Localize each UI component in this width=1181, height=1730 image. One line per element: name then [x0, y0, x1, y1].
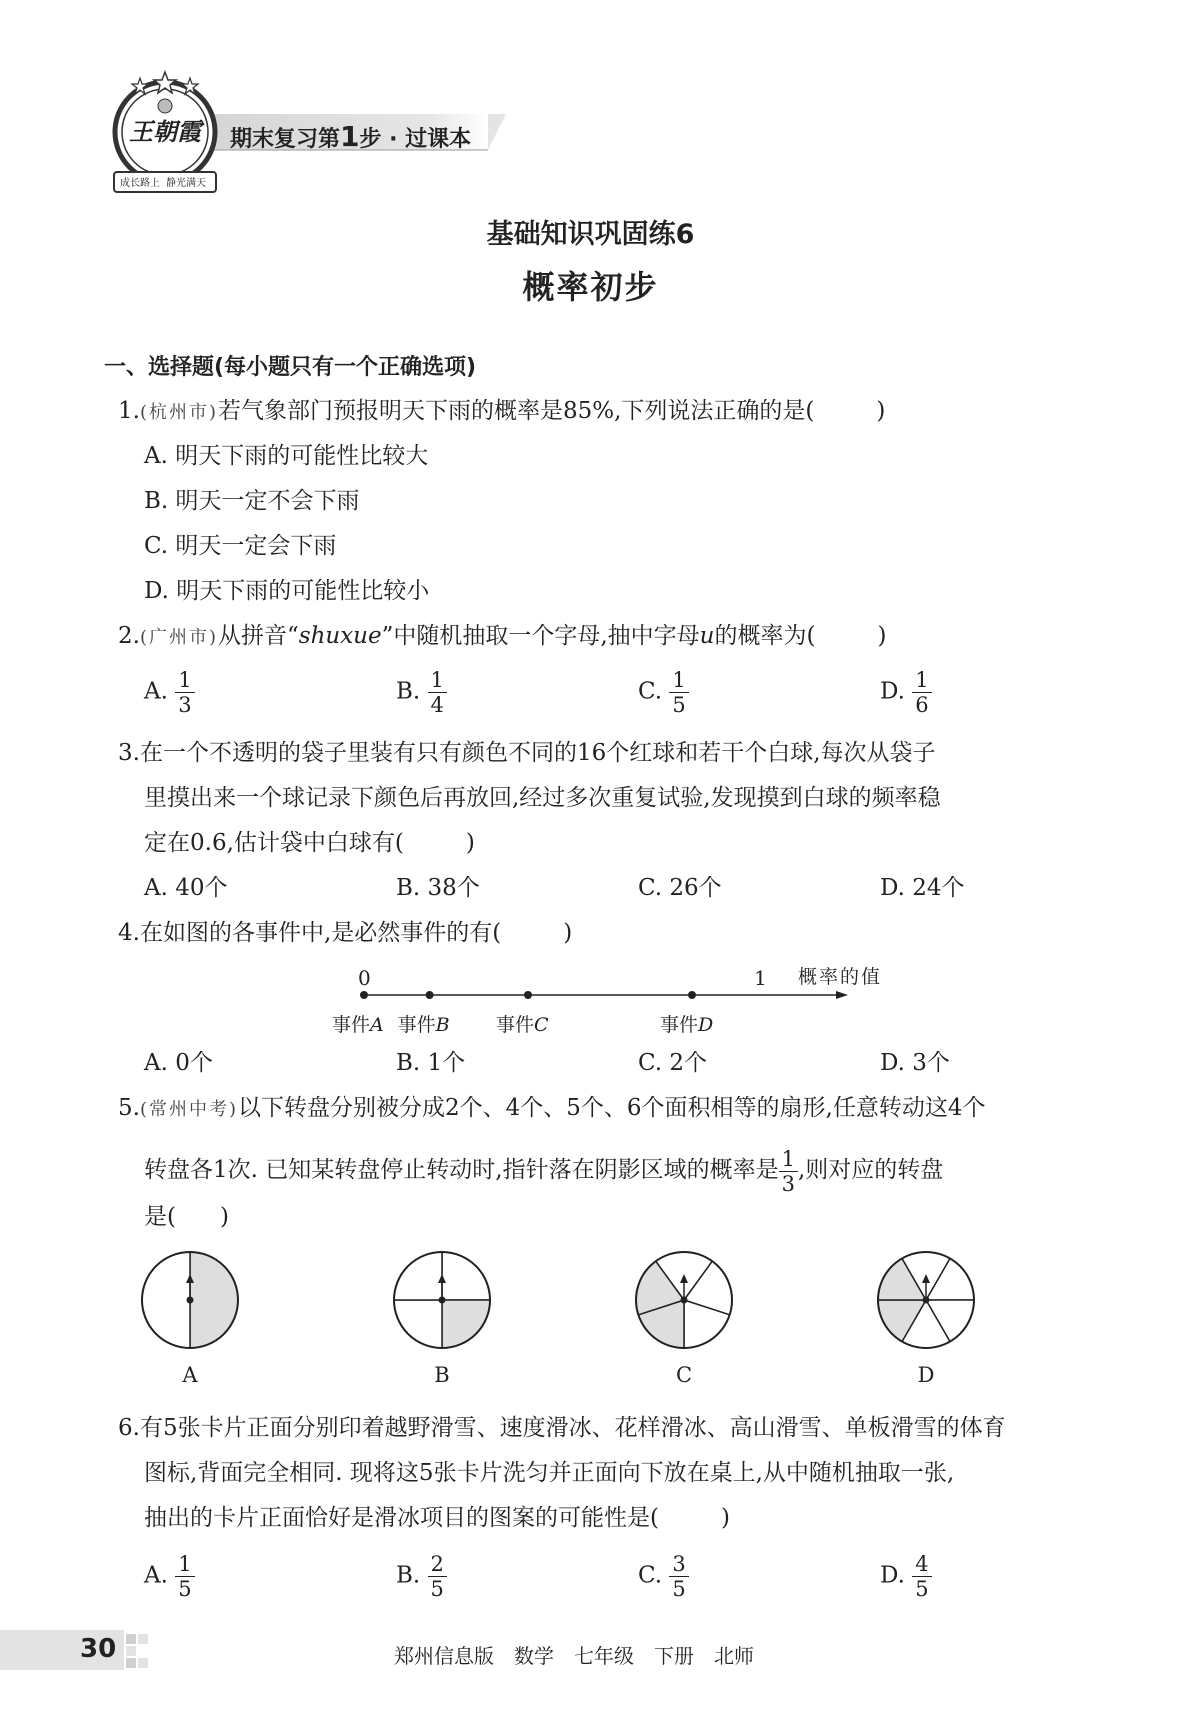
- axis-title: 概率的值: [798, 966, 883, 988]
- answer-paren-close: ): [720, 1505, 730, 1531]
- question-6-line-2: 图标,背面完全相同. 现将这5张卡片洗匀并正面向下放在桌上,从中随机抽取一张,: [144, 1460, 955, 1486]
- section-heading: 一、选择题(每小题只有一个正确选项): [104, 355, 477, 380]
- spinner-dial-c: [632, 1248, 736, 1352]
- q3-option-a[interactable]: A. 40个: [144, 875, 228, 901]
- event-variable: C: [534, 1014, 549, 1036]
- event-label-d: [660, 1010, 713, 1037]
- numerator: 1: [669, 668, 688, 693]
- q1-option-d[interactable]: D. 明天下雨的可能性比较小: [144, 578, 430, 604]
- axis-one-label: 1: [754, 966, 767, 990]
- question-3-line-3: [144, 828, 475, 858]
- option-label: D.: [880, 678, 905, 705]
- q2-option-c[interactable]: [638, 668, 689, 717]
- option-label: B.: [396, 1562, 421, 1589]
- option-label: A.: [144, 1562, 168, 1589]
- event-variable: D: [698, 1014, 714, 1036]
- banner-text: [230, 120, 471, 153]
- denominator: 5: [672, 1577, 686, 1601]
- question-6-line-3: [144, 1503, 730, 1533]
- event-variable: B: [435, 1014, 450, 1036]
- spinner-hub: [187, 1297, 194, 1304]
- answer-paren-close: ): [465, 830, 475, 856]
- q2-option-d[interactable]: [880, 668, 932, 717]
- logo-name: 王朝霞: [129, 117, 201, 146]
- logo-badge: [104, 68, 226, 196]
- denominator: 6: [915, 693, 929, 717]
- numerator: 1: [175, 1552, 194, 1577]
- question-stem: 抽出的卡片正面恰好是滑冰项目的图案的可能性是(: [144, 1505, 659, 1531]
- footer-page-tab: [0, 1630, 150, 1670]
- banner-number: 1: [340, 120, 360, 153]
- spinner-hub: [681, 1297, 688, 1304]
- pinyin-word: shuxue: [298, 623, 382, 649]
- question-source: (常州中考): [139, 1099, 238, 1120]
- spinner-hub: [439, 1297, 446, 1304]
- footer-info: 郑州信息版 数学 七年级 下册 北师: [394, 1644, 754, 1668]
- question-number: 1.: [118, 398, 140, 424]
- q6-option-a[interactable]: [144, 1552, 195, 1601]
- dial-label-b: B: [434, 1363, 450, 1387]
- question-stem: 转盘各1次. 已知某转盘停止转动时,指针落在阴影区域的概率是: [144, 1157, 779, 1183]
- event-point-c: [524, 991, 532, 999]
- question-stem: 从拼音“: [218, 623, 299, 649]
- q1-option-c[interactable]: C. 明天一定会下雨: [144, 533, 337, 559]
- event-label-c: [496, 1010, 549, 1037]
- question-stem: 是(: [144, 1204, 176, 1230]
- probability-number-line: [320, 958, 920, 1038]
- q6-option-b[interactable]: [396, 1552, 447, 1601]
- fraction: [779, 1147, 798, 1196]
- logo-slogan-2: 静光满天: [166, 178, 206, 189]
- question-stem: ,则对应的转盘: [797, 1157, 944, 1183]
- q6-option-d[interactable]: [880, 1552, 932, 1601]
- banner-text-pre: 期末复习第: [230, 127, 341, 152]
- question-number: 5.: [118, 1095, 140, 1121]
- page-subtitle: 基础知识巩固练6: [486, 219, 695, 250]
- denominator: 5: [430, 1577, 444, 1601]
- dial-label-a: A: [182, 1363, 198, 1387]
- q2-option-b[interactable]: [396, 668, 447, 717]
- denominator: 5: [178, 1577, 192, 1601]
- spinner-dial-b: [390, 1248, 494, 1352]
- question-3: [118, 738, 936, 768]
- question-number: 3.: [118, 740, 140, 766]
- fraction: [912, 668, 931, 717]
- denominator: 5: [672, 693, 686, 717]
- q4-option-a[interactable]: A. 0个: [144, 1050, 213, 1076]
- question-number: 6.: [118, 1415, 140, 1441]
- numerator: 3: [669, 1552, 688, 1577]
- fraction: [669, 668, 688, 717]
- question-5-line-3: [144, 1202, 229, 1232]
- option-label: B.: [396, 678, 421, 705]
- q6-option-c[interactable]: [638, 1552, 689, 1601]
- numerator: 1: [428, 668, 447, 693]
- axis-zero-label: 0: [358, 966, 371, 990]
- event-label-prefix: 事件: [660, 1014, 699, 1036]
- fraction: [912, 1552, 931, 1601]
- question-source: (杭州市): [139, 402, 218, 423]
- event-variable: A: [370, 1014, 384, 1036]
- question-stem: 的概率为(: [714, 623, 816, 649]
- denominator: 4: [430, 693, 444, 717]
- shaded-sector: [190, 1252, 238, 1348]
- question-number: 2.: [118, 623, 140, 649]
- question-stem: 若气象部门预报明天下雨的概率是85%,下列说法正确的是(: [218, 398, 815, 424]
- axis-arrow: [836, 991, 848, 999]
- question-1: [118, 396, 885, 428]
- q4-option-d[interactable]: D. 3个: [880, 1050, 950, 1076]
- q3-option-c[interactable]: C. 26个: [638, 875, 722, 901]
- page-number: 30: [80, 1634, 117, 1664]
- question-number: 4.: [118, 920, 140, 946]
- question-4: [118, 918, 572, 948]
- spinner-hub: [923, 1297, 930, 1304]
- question-stem: 定在0.6,估计袋中白球有(: [144, 830, 404, 856]
- question-3-line-2: 里摸出来一个球记录下颜色后再放回,经过多次重复试验,发现摸到白球的频率稳: [144, 785, 941, 811]
- answer-paren-close: ): [219, 1204, 229, 1230]
- question-stem: ”中随机抽取一个字母,抽中字母: [381, 623, 700, 649]
- question-6: [118, 1413, 1006, 1443]
- q3-option-d[interactable]: D. 24个: [880, 875, 965, 901]
- event-label-prefix: 事件: [332, 1014, 371, 1036]
- option-label: A.: [144, 678, 168, 705]
- answer-paren-close: ): [563, 920, 573, 946]
- q1-option-a[interactable]: A. 明天下雨的可能性比较大: [144, 443, 429, 469]
- banner-text-post: 步 · 过课本: [359, 127, 472, 152]
- numerator: 1: [175, 668, 194, 693]
- letter-variable: u: [699, 623, 715, 649]
- sector: [142, 1252, 190, 1348]
- option-label: D.: [880, 1562, 905, 1589]
- logo-slogan-1: 成长路上: [120, 178, 160, 189]
- q4-option-b[interactable]: B. 1个: [396, 1050, 466, 1076]
- footer-tab-shape: [0, 1630, 150, 1670]
- q3-option-b[interactable]: B. 38个: [396, 875, 480, 901]
- event-label-b: [398, 1010, 450, 1037]
- q1-option-b[interactable]: B. 明天一定不会下雨: [144, 488, 360, 514]
- fraction: [428, 668, 447, 717]
- fraction: [175, 668, 194, 717]
- question-stem: 以下转盘分别被分成2个、4个、5个、6个面积相等的扇形,任意转动这4个: [238, 1095, 986, 1121]
- question-stem: 在如图的各事件中,是必然事件的有(: [139, 920, 502, 946]
- fraction: [175, 1552, 194, 1601]
- numerator: 4: [912, 1552, 931, 1577]
- q4-option-c[interactable]: C. 2个: [638, 1050, 708, 1076]
- question-5: [118, 1093, 985, 1125]
- fraction: [669, 1552, 688, 1601]
- denominator: 3: [781, 1171, 795, 1196]
- event-point-b: [426, 991, 434, 999]
- question-2: [118, 621, 886, 653]
- event-label-a: [332, 1010, 384, 1037]
- question-source: (广州市): [139, 627, 218, 648]
- page-title: 概率初步: [522, 268, 659, 306]
- event-point-a: [360, 991, 368, 999]
- spinner-dial-d: [874, 1248, 978, 1352]
- event-label-prefix: 事件: [397, 1014, 436, 1036]
- dial-label-d: D: [917, 1363, 935, 1387]
- numerator: 2: [428, 1552, 447, 1577]
- option-label: C.: [638, 678, 663, 705]
- question-stem: 在一个不透明的袋子里装有只有颜色不同的16个红球和若干个白球,每次从袋子: [139, 740, 936, 766]
- numerator: 1: [912, 668, 931, 693]
- q2-option-a[interactable]: [144, 668, 195, 717]
- denominator: 3: [178, 693, 192, 717]
- answer-paren-close: ): [877, 623, 887, 649]
- spinner-dial-a: [138, 1248, 242, 1352]
- numerator: 1: [779, 1147, 798, 1172]
- question-stem: 有5张卡片正面分别印着越野滑雪、速度滑冰、花样滑冰、高山滑雪、单板滑雪的体育: [139, 1415, 1006, 1441]
- event-point-d: [688, 991, 696, 999]
- answer-paren-close: ): [876, 398, 886, 424]
- denominator: 5: [915, 1577, 929, 1601]
- option-label: C.: [638, 1562, 663, 1589]
- question-5-line-2: [144, 1140, 943, 1200]
- event-label-prefix: 事件: [496, 1014, 535, 1036]
- fraction: [428, 1552, 447, 1601]
- dial-label-c: C: [675, 1363, 693, 1387]
